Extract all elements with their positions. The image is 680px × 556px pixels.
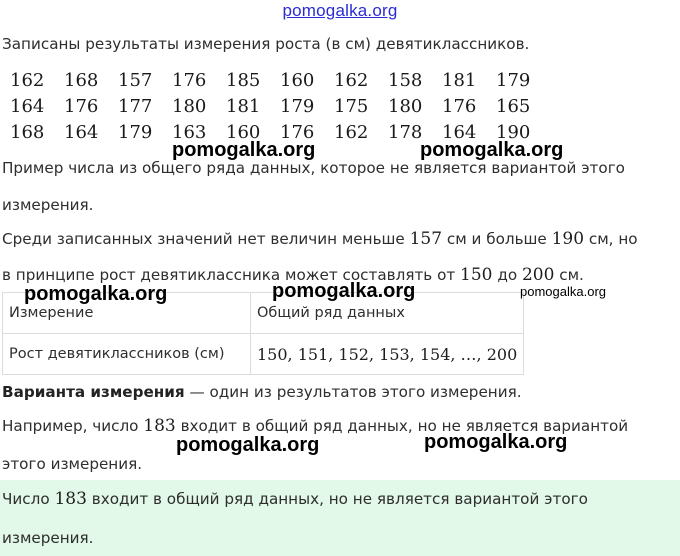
heights-grid [10,68,550,145]
range-text-e: до [492,266,522,284]
height-value: 179 [280,96,315,117]
watermark-header: pomogalka.org [282,1,398,20]
height-value: 162 [334,122,369,143]
height-value: 168 [10,122,45,143]
height-value: 180 [172,96,207,117]
height-value: 158 [388,70,423,91]
height-value: 181 [226,96,261,117]
range-from-value: 150 [460,265,493,285]
height-value: 190 [496,122,531,143]
table-row [3,334,524,375]
height-value: 160 [226,122,261,143]
watermark: pomogalka.org [172,139,316,161]
answer-number: 183 [143,416,176,436]
height-value: 164 [64,122,99,143]
watermark: pomogalka.org [272,280,416,302]
range-line-1 [2,229,638,249]
height-value: 163 [172,122,207,143]
height-value: 164 [10,96,45,117]
table-cell-series: 150, 151, 152, 153, 154, …, 200 [251,334,524,375]
height-value: 175 [334,96,369,117]
range-to-value: 200 [521,265,555,285]
height-value: 176 [442,96,477,117]
range-text-d: в принципе рост девятиклассника может составлять от [2,266,461,284]
table-cell-measurement: Рост девятиклассников (см) [3,334,251,375]
height-value: 168 [64,70,99,91]
height-value: 176 [172,70,207,91]
height-value: 185 [226,70,261,91]
definition-line [2,382,522,402]
range-max-value: 190 [551,229,585,249]
height-value: 176 [64,96,99,117]
definition-term: Варианта измерения [2,383,185,401]
watermark: pomogalka.org [176,434,320,456]
table-header-measurement: Измерение [3,293,251,334]
range-text-a: Среди записанных значений нет величин меньше [2,230,410,248]
highlight-text-b: входит в общий ряд данных, но не является вариантой этого [86,490,588,508]
height-value: 176 [280,122,315,143]
highlight-number: 183 [54,489,87,509]
example-line-2: измерения. [2,196,94,214]
highlight-line-2: измерения. [2,529,94,547]
height-value: 179 [496,70,531,91]
definition-text: — один из результатов этого измерения. [184,383,522,401]
example-line-1: Пример числа из общего ряда данных, которое не является вариантой этого [2,159,625,177]
height-value: 165 [496,96,531,117]
range-text-f: см. [554,266,584,284]
range-text-c: см, но [584,230,638,248]
height-value: 164 [442,122,477,143]
height-value: 181 [442,70,477,91]
highlight-text-a: Число [2,490,55,508]
height-value: 180 [388,96,423,117]
watermark: pomogalka.org [520,284,606,299]
table-header-series: Общий ряд данных [251,293,524,334]
height-value: 179 [118,122,153,143]
height-value: 162 [10,70,45,91]
answer-line-2: этого измерения. [2,455,143,473]
watermark: pomogalka.org [420,139,564,161]
range-min-value: 157 [409,229,443,249]
height-value: 160 [280,70,315,91]
answer-text-a: Например, число [2,417,144,435]
highlight-line-1 [2,489,588,509]
answer-text-b: входит в общий ряд данных, но не является вариантой [175,417,629,435]
height-value: 178 [388,122,423,143]
height-value: 162 [334,70,369,91]
watermark: pomogalka.org [24,283,168,305]
intro-text: Записаны результаты измерения роста (в см) девятиклассников. [2,35,530,53]
range-text-b: см и больше [442,230,552,248]
watermark: pomogalka.org [424,431,568,453]
height-value: 177 [118,96,153,117]
height-value: 157 [118,70,153,91]
